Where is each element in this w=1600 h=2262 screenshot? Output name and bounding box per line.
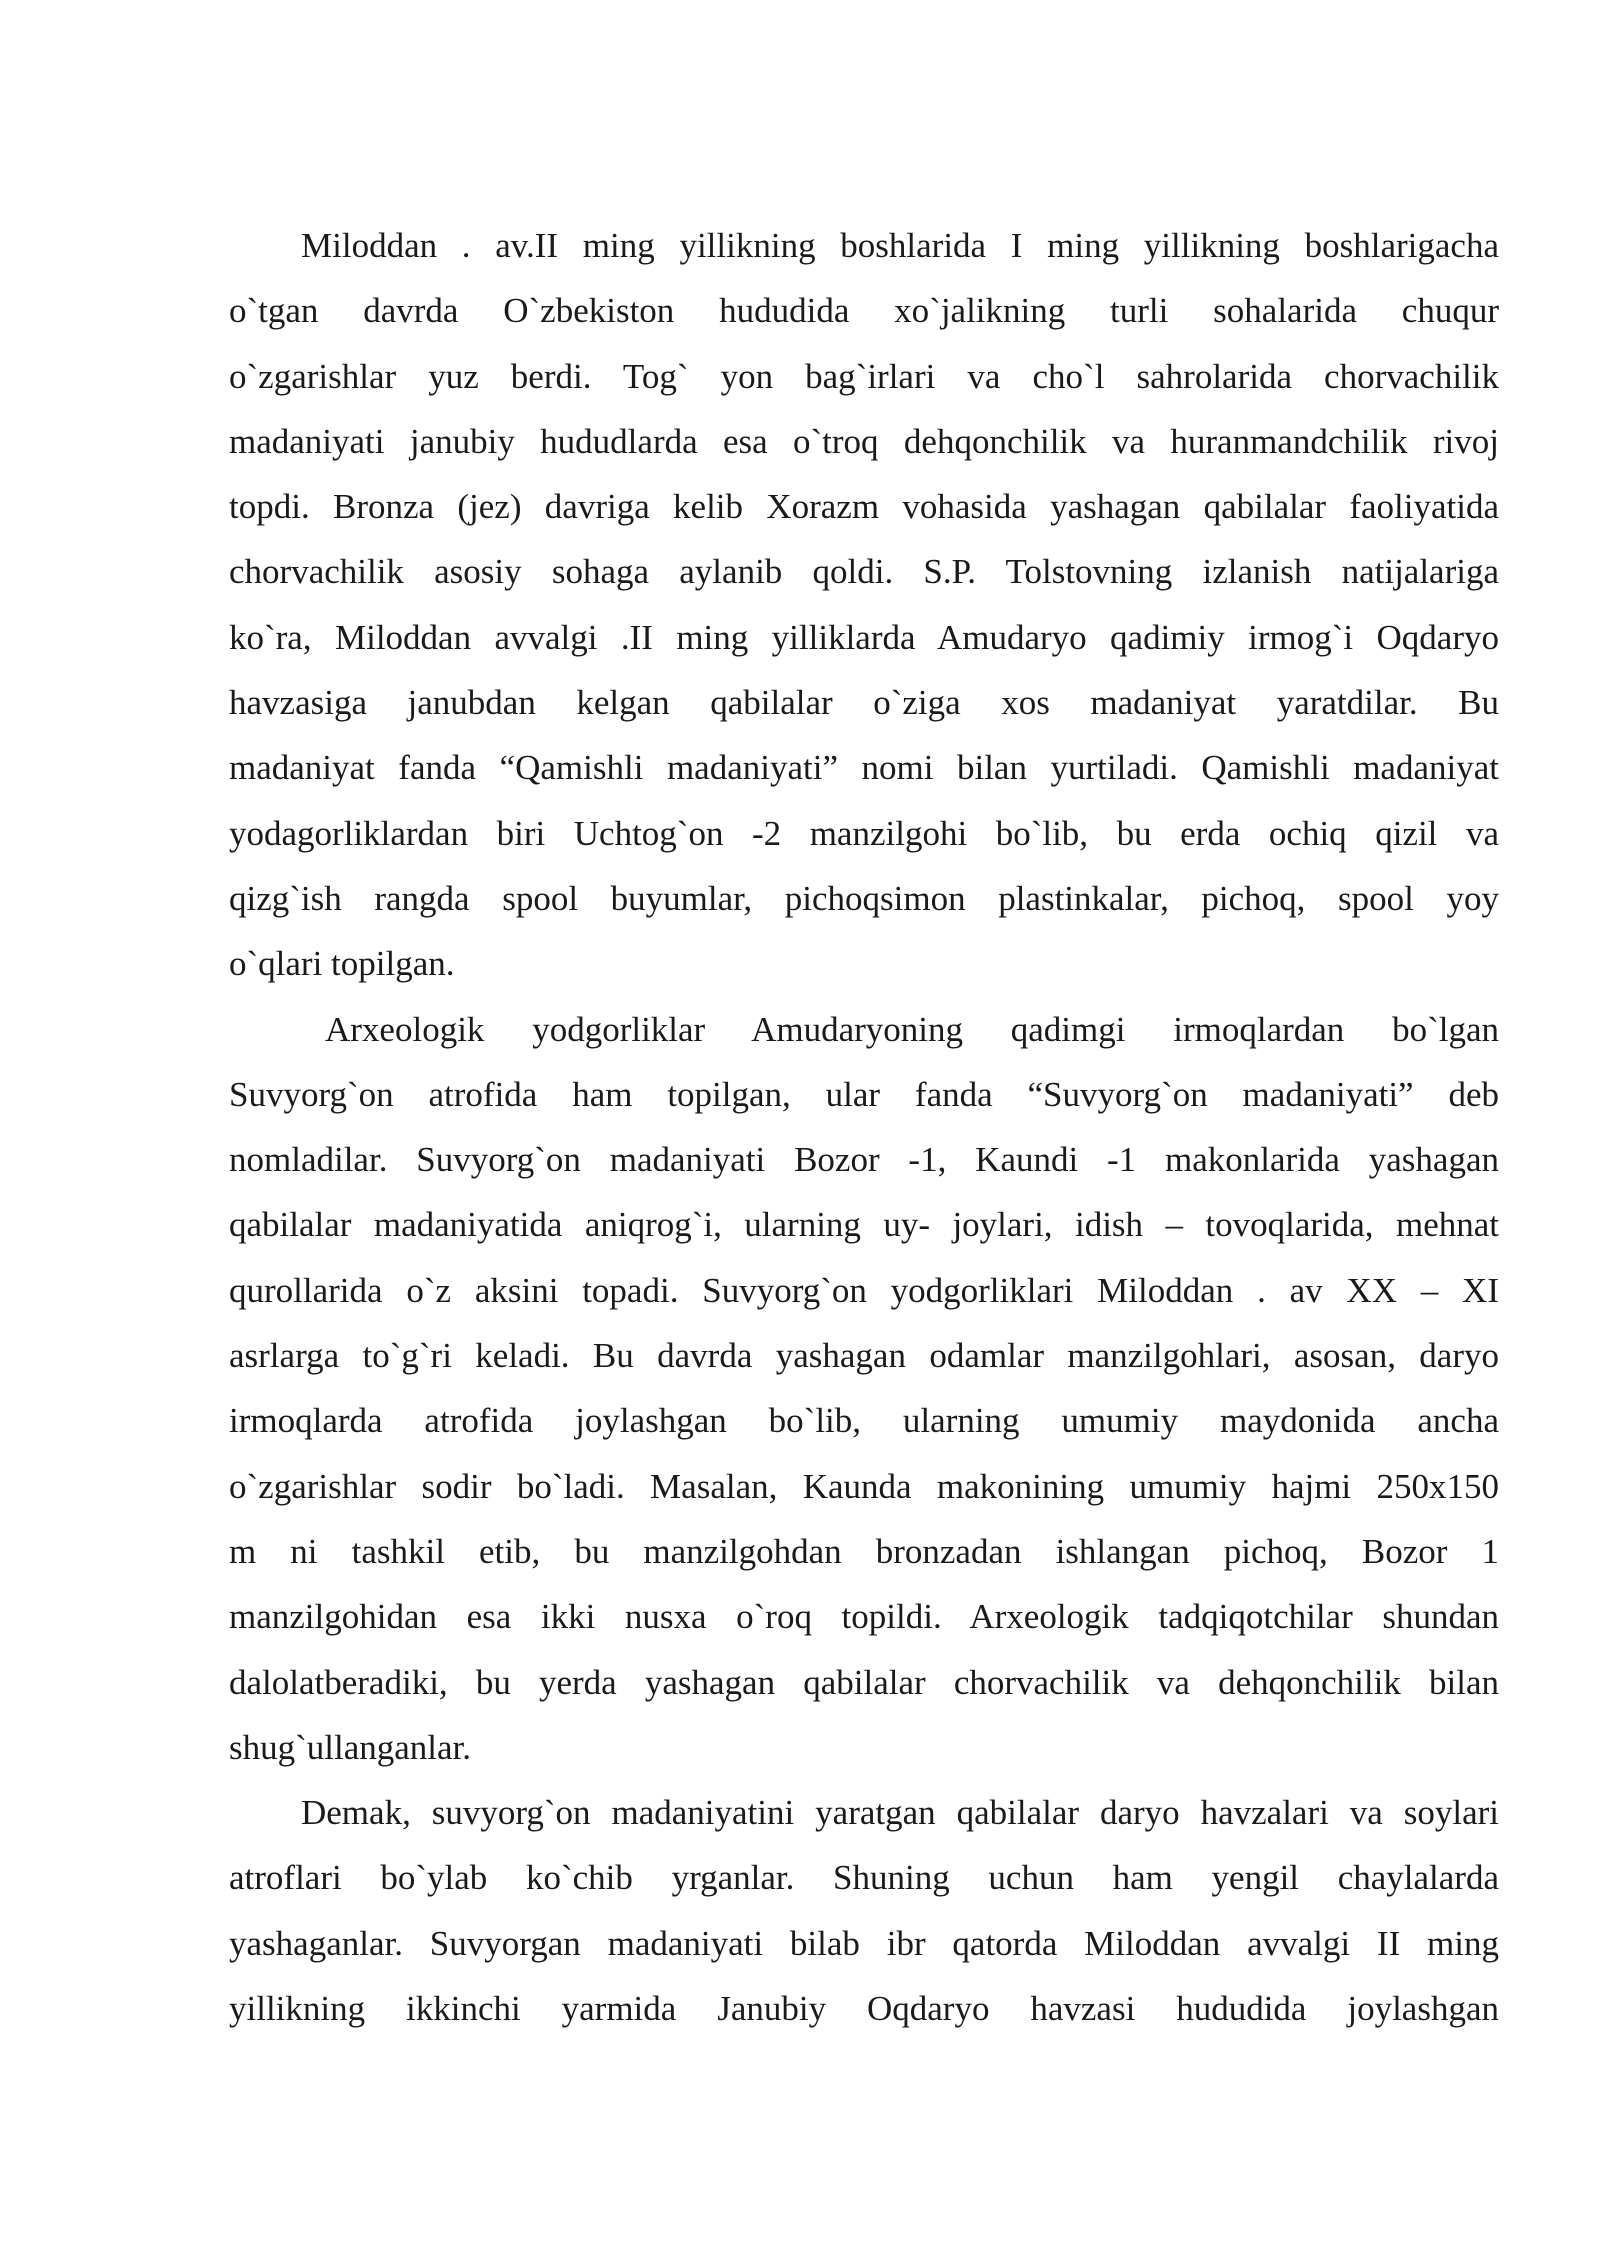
text-line: atroflari bo`ylab ko`chib yrganlar. Shuning uchun ham yengil chaylalarda bbox=[229, 1858, 1499, 1898]
text-line: topdi. Bronza (jez) davriga kelib Xorazm vohasida yashagan qabilalar faoliyatida bbox=[229, 487, 1499, 527]
text-line: madaniyat fanda “Qamishli madaniyati” nomi bilan yurtiladi. Qamishli madaniyat bbox=[229, 748, 1499, 788]
text-line: ko`ra, Miloddan avvalgi .II ming yilliklarda Amudaryo qadimiy irmog`i Oqdaryo bbox=[229, 617, 1499, 657]
text-line: Arxeologik yodgorliklar Amudaryoning qadimgi irmoqlardan bo`lgan bbox=[325, 1009, 1499, 1049]
text-line: chorvachilik asosiy sohaga aylanib qoldi. S.P. Tolstovning izlanish natijalariga bbox=[229, 552, 1499, 592]
paragraph bbox=[229, 1780, 1499, 2041]
text-line: yodagorliklardan biri Uchtog`on -2 manzilgohi bo`lib, bu erda ochiq qizil va bbox=[229, 813, 1499, 853]
text-line: o`zgarishlar yuz berdi. Tog` yon bag`irlari va cho`l sahrolarida chorvachilik bbox=[229, 356, 1499, 396]
text-line: Suvyorg`on atrofida ham topilgan, ular fanda “Suvyorg`on madaniyati” deb bbox=[229, 1074, 1499, 1114]
text-line: qabilalar madaniyatida aniqrog`i, ularning uy- joylari, idish – tovoqlarida, mehnat bbox=[229, 1205, 1499, 1245]
text-line: yashaganlar. Suvyorgan madaniyati bilab ibr qatorda Miloddan avvalgi II ming bbox=[229, 1923, 1499, 1963]
text-line: qurollarida o`z aksini topadi. Suvyorg`on yodgorliklari Miloddan . av XX – XI bbox=[229, 1270, 1499, 1310]
text-line: shug`ullanganlar. bbox=[229, 1727, 472, 1767]
paragraph bbox=[229, 997, 1499, 1781]
text-line: havzasiga janubdan kelgan qabilalar o`ziga xos madaniyat yaratdilar. Bu bbox=[229, 683, 1499, 723]
paragraph bbox=[229, 213, 1499, 997]
text-line: qizg`ish rangda spool buyumlar, pichoqsimon plastinkalar, pichoq, spool yoy bbox=[229, 878, 1499, 918]
text-line: m ni tashkil etib, bu manzilgohdan bronzadan ishlangan pichoq, Bozor 1 bbox=[229, 1531, 1499, 1571]
text-line: yillikning ikkinchi yarmida Janubiy Oqdaryo havzasi hududida joylashgan bbox=[229, 1989, 1499, 2029]
text-line: asrlarga to`g`ri keladi. Bu davrda yashagan odamlar manzilgohlari, asosan, daryo bbox=[229, 1336, 1499, 1376]
text-line: irmoqlarda atrofida joylashgan bo`lib, ularning umumiy maydonida ancha bbox=[229, 1401, 1499, 1441]
text-line: manzilgohidan esa ikki nusxa o`roq topildi. Arxeologik tadqiqotchilar shundan bbox=[229, 1597, 1499, 1637]
text-line: nomladilar. Suvyorg`on madaniyati Bozor -1, Kaundi -1 makonlarida yashagan bbox=[229, 1140, 1499, 1180]
text-line: dalolatberadiki, bu yerda yashagan qabilalar chorvachilik va dehqonchilik bilan bbox=[229, 1662, 1499, 1702]
text-line: Miloddan . av.II ming yillikning boshlarida I ming yillikning boshlarigacha bbox=[301, 226, 1499, 265]
text-line: Demak, suvyorg`on madaniyatini yaratgan qabilalar daryo havzalari va soylari bbox=[301, 1793, 1499, 1833]
text-line: o`qlari topilgan. bbox=[229, 944, 455, 984]
body-text bbox=[229, 213, 1499, 2041]
text-line: o`tgan davrda O`zbekiston hududida xo`jalikning turli sohalarida chuqur bbox=[229, 291, 1499, 331]
text-line: madaniyati janubiy hududlarda esa o`troq dehqonchilik va huranmandchilik rivoj bbox=[229, 421, 1499, 461]
text-line: o`zgarishlar sodir bo`ladi. Masalan, Kaunda makonining umumiy hajmi 250x150 bbox=[229, 1466, 1499, 1506]
